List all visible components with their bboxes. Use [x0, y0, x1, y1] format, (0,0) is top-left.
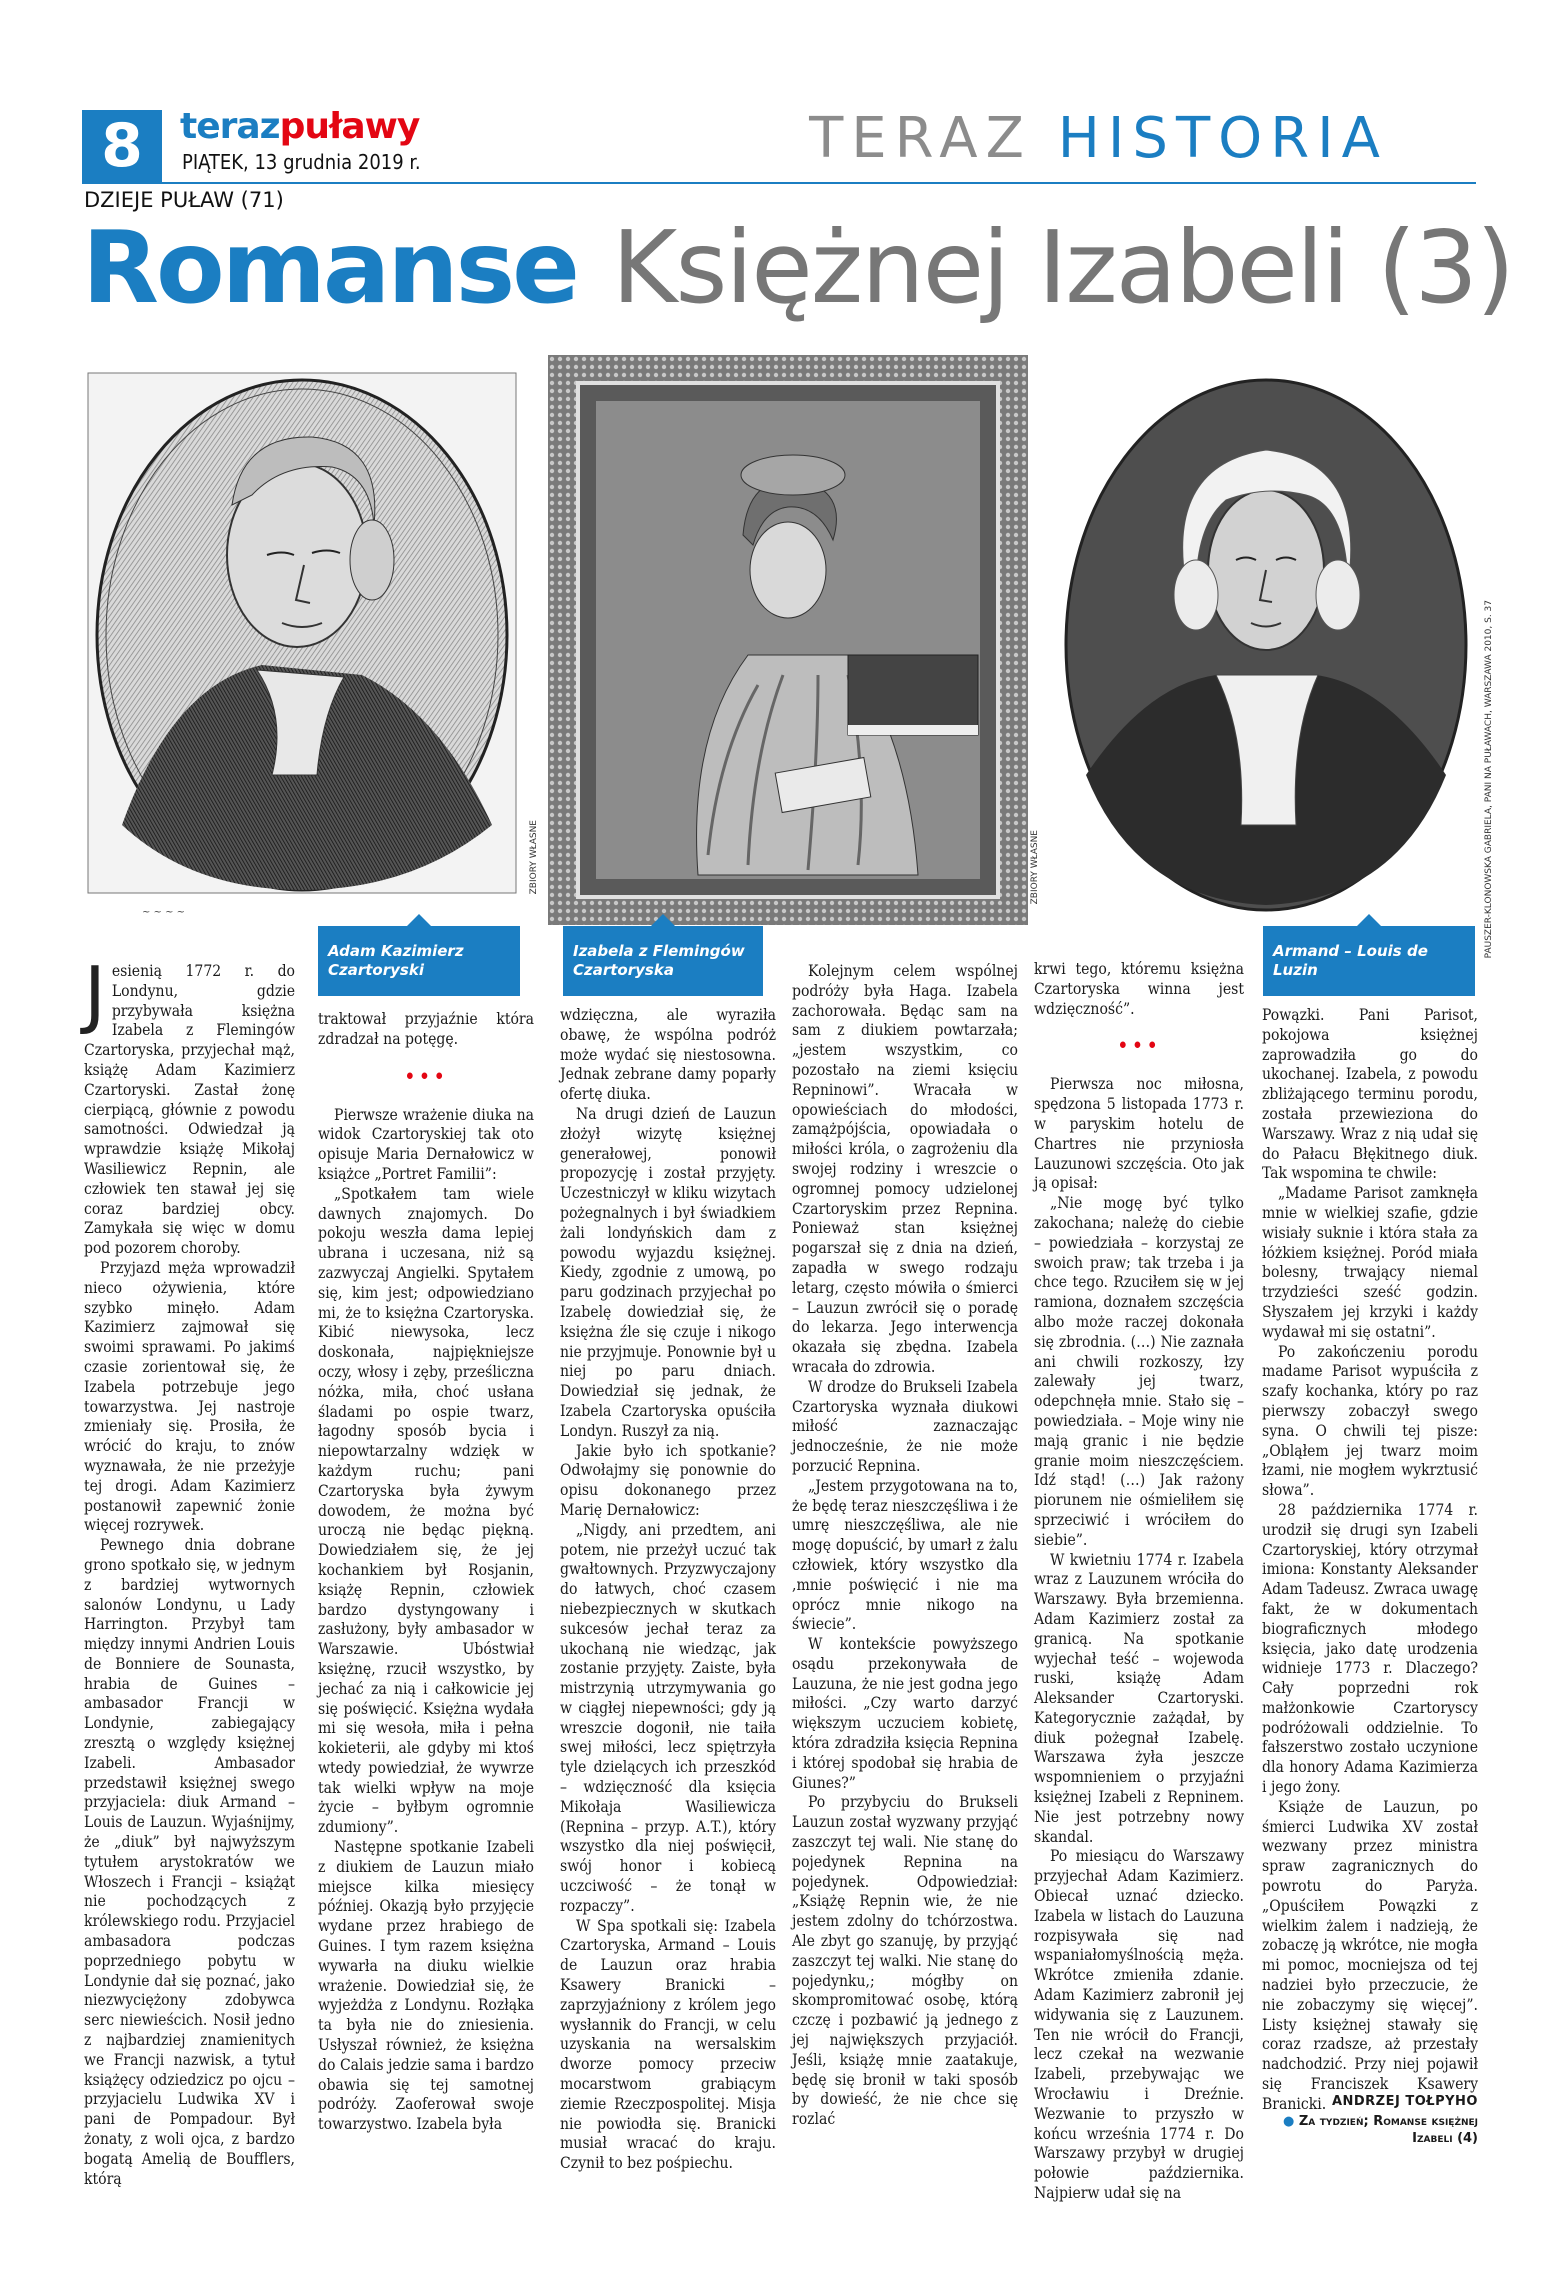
- page-number: 8: [82, 110, 162, 182]
- section-separator: •••: [403, 1064, 449, 1090]
- article-column-6: [1262, 1006, 1478, 2142]
- article-headline: [82, 209, 1513, 326]
- headline-light: Księżnej Izabeli (3): [611, 209, 1513, 326]
- article-paragraph: „Nie mogę być tylko zakochana; należę do ciebie – powiedziała – korzystaj ze swoich praw; tak trzeba i ja chce tego. Rzuciłem się w jej ramiona, doznałem szczęścia albo może raczej dokonała się zbrodnia. (…) Nie zaznała ani chwili rozkoszy, łzy zalewały jej twarz, odepchnęła mnie. Stało się – powiedziała. – Moje winy nie mają granic i nie będzie granie moim nieszczęściem. Idź stąd! (…) Jak rażony piorunem nie ośmieliłem się sprzeciwić i wróciłem do siebie”.: [1034, 1194, 1244, 1549]
- portrait-oval-image: [1056, 355, 1476, 925]
- series-kicker: DZIEJE PUŁAW (71): [84, 188, 284, 212]
- portrait-izabela[interactable]: [548, 355, 1028, 925]
- article-paragraph: 28 października 1774 r. urodził się drugi syn Izabeli Czartoryskiej, który otrzymał imiona: Konstanty Aleksander Adam Tadeusz. Zwraca uwagę fakt, że w dokumentach biograficznych młodego księcia, jako datę urodzenia widnieje 1773 r. Dlaczego? Cały poprzedni rok małżonkowie Czartoryscy podróżowali oddzielnie. To fałszerstwo zostało uczynione dla honory Adama Kazimierza i jego żony.: [1262, 1500, 1478, 1797]
- article-paragraph: „Madame Parisot zamknęła mnie w wielkiej szafie, gdzie wisiały suknie i która stała za łóżkiem księżnej. Poród miała bolesny, trwający niemal trzydzieści sześć godzin. Słyszałem jej krzyki i każdy wydawał mi się ostatni”.: [1262, 1184, 1478, 1341]
- article-paragraph: Powązki. Pani Parisot, pokojowa księżnej zaprowadziła go do ukochanej. Izabela, z powodu zbliżającego terminu porodu, została przewieziona do Warszawy. Wraz z nią udał się do Pałacu Błękitnego diuk. Tak wspomina te chwile:: [1262, 1006, 1478, 1183]
- portrait-armand-louis[interactable]: [1056, 355, 1476, 925]
- section-separator: •••: [1116, 1034, 1162, 1060]
- article-paragraph: Jakie było ich spotkanie? Odwołajmy się ponownie do opisu dokonanego przez Marię Dernałowicz:: [560, 1441, 776, 1519]
- section-title: [809, 106, 1388, 171]
- article-paragraph: Pierwsza noc miłosna, spędzona 5 listopada 1773 r. w paryskim hotelu de Chartres nie przyniosła Lauzunowi szczęścia. Oto jak ją opisał:: [1034, 1075, 1244, 1193]
- section-historia: HISTORIA: [1057, 106, 1388, 171]
- article-paragraph: „Spotkałem tam wiele dawnych znajomych. Do pokoju weszła dama lepiej ubrana i uczesana, niż są zazwyczaj Angielki. Spytałem się, kim jest; odpowiedziano mi, że to księżna Czartoryska. Kibić niewysoka, lecz doskonała, najpiękniejsze oczy, włosy i zęby, prześliczna nóżka, miła, choć usłana śladami po ospie twarz, łagodny sposób bycia i niepowtarzalny wdzięk w każdym ruchu; pani Czartoryska była żywym dowodem, że można być uroczą nie będąc piękną. Dowiedziałem się, że jej kochankiem był Rosjanin, książę Repnin, człowiek bardzo dystyngowany i zasłużony, były ambasador w Warszawie. Ubóstwiał księżnę, rzucił wszystko, by jechać za nią i całkowicie jej się poświęcić. Księżna wydała mi się wesoła, miła i pełna kokieterii, ale gdyby mi ktoś wtedy powiedział, że wywrze tak wielki wpływ na moje życie – byłbym ogromnie zdumiony”.: [318, 1184, 534, 1837]
- issue-date: PIĄTEK, 13 grudnia 2019 r.: [182, 150, 421, 174]
- article-paragraph: „Nigdy, ani przedtem, ani potem, nie przeżył uczuć tak gwałtownych. Przyzwyczajony do łatwych, choć czasem niebezpiecznych w skutkach sukcesów jechał teraz za ukochaną nie wiedząc, jak zostanie przyjęty. Zaiste, była mistrzynią utrzymywania go w ciągłej niepewności; gdy ją wreszcie dogonił, nie taiła swej miłości, lecz spiętrzyła tyle dzielących ich przeszkód – wdzięczność dla księcia Mikołaja Wasiliewicza (Repnina – przyp. A.T.), który wszystko dla niej poświęcił, swój honor i kobiecą uczciwość – że tonął w rozpaczy”.: [560, 1520, 776, 1915]
- article-paragraph: wdzięczna, ale wyraziła obawę, że wspólna podróż może wydać się niestosowna. Jednak zebrane damy poparły ofertę diuka.: [560, 1006, 776, 1104]
- portrait-adam-kazimierz[interactable]: [82, 355, 522, 925]
- engraving-portrait-image: [82, 355, 522, 925]
- article-paragraph: W kwietniu 1774 r. Izabela wraz z Lauzunem wróciła do Warszawy. Była brzemienna. Adam Kazimierz został za granicą. Na spotkanie wyjechał teść – wojewoda ruski, książę Adam Aleksander Czartoryski. Kategorycznie zażądał, by diuk pożegnał Izabelę. Warszawa żyła jeszcze wspomnieniem o przyjaźni księżnej Izabeli z Repninem. Nie jest potrzebny nowy skandal.: [1034, 1550, 1244, 1846]
- article-paragraph: W kontekście powyższego osądu przekonywała de Lauzuna, że nie jest godna jego miłości. „Czy warto darzyć większym uczuciem kobietę, która zdradziła księcia Repnina i której spodobał się hrabia de Giunes?”: [792, 1635, 1018, 1792]
- article-column-2: [318, 1010, 534, 2142]
- article-paragraph: Kolejnym celem wspólnej podróży była Haga. Izabela zachorowała. Będąc sam na sam z diukiem powtarzała; „jestem wszystkim, co pozostało na ziemi księciu Repninowi”. Wracała w opowieściach do młodości, zamążpójścia, opowiadała o miłości króla, o zagrożeniu dla swojej rodziny i wreszcie o ogromnej pomocy udzielonej Czartoryskim przez Repnina. Ponieważ stan księżnej pogarszał się z dnia na dzień, zapadła w swego rodzaju letarg, często mówiła o śmierci – Lauzun zwrócił się o poradę do lekarza. Jego interwencja okazała się zbędna. Izabela wracała do zdrowia.: [792, 962, 1018, 1376]
- article-column-1: [84, 951, 295, 2188]
- author-name: ANDRZEJ TOŁPYHO: [1331, 2094, 1478, 2109]
- painting-portrait-image: [548, 355, 1028, 925]
- photo-credit-1: ZBIORY WŁASNE: [529, 820, 539, 895]
- article-paragraph: Na drugi dzień de Lauzun złożył wizytę księżnej generałowej, ponowił propozycję i został przyjęty. Uczestniczył w kliku wizytach pożegnalnych i był świadkiem żali londyńskich dam z powodu wyjazdu księżnej. Kiedy, zgodnie z umową, po paru godzinach przyjechał po Izabelę dowiedział się, że księżna źle się czuje i nikogo nie przyjmuje. Ponownie był u niej po paru dniach. Dowiedział się jednak, że Izabela Czartoryska opuściła Londyn. Ruszył za nią.: [560, 1104, 776, 1440]
- brand-teraz: teraz: [180, 106, 280, 147]
- svg-text:~ ~ ~ ~: ~ ~ ~ ~: [142, 907, 186, 918]
- article-column-4: [792, 962, 1018, 2142]
- newspaper-logo[interactable]: [180, 106, 419, 147]
- brand-pulawy: puławy: [279, 106, 420, 147]
- article-paragraph: Po zakończeniu porodu madame Parisot wypuściła z szafy kochanka, który po raz pierwszy zobaczył swego syna. O chwili tej pisze: „Obląłem jej twarz moim łzami, nie mogłem wykrztusić słowa”.: [1262, 1342, 1478, 1500]
- caption-adam-kazimierz: Adam Kazimierz Czartoryski: [318, 926, 520, 996]
- bullet-icon: ●: [1283, 2114, 1295, 2129]
- headline-bold: Romanse: [82, 209, 577, 326]
- article-paragraph: Następne spotkanie Izabeli z diukiem de Lauzun miało miejsce kilka miesięcy później. Okazją było przyjęcie wydane przez hrabiego de Guines. I tym razem księżna wywarła na diuku wielkie wrażenie. Dowiedział się, że wyjeżdża z Londynu. Rozłąka ta była nie do zniesienia. Usłyszał również, że księżna do Calais jedzie sama i bardzo obawia się tej samotnej podróży. Zaoferował swoje towarzystwo. Izabela była: [318, 1838, 534, 2134]
- next-title: Romanse księżnej Izabeli (4): [1373, 2114, 1478, 2146]
- photo-credit-3: PAUSZER-KLONOWSKA GABRIELA, PANI NA PUŁAWACH, WARSZAWA 2010, S. 37: [1484, 600, 1494, 959]
- article-paragraph: Pewnego dnia dobrane grono spotkało się, w jednym z bardziej wytwornych salonów Londynu, u Lady Harrington. Przybył tam między innymi Andrien Louis de Bonniere de Sounasta, hrabia de Guines – ambasador Francji w Londynie, zabiegający zresztą o względy księżnej Izabeli. Ambasador przedstawił księżnej swego przyjaciela: diuk Armand – Louis de Lauzun. Wyjaśnijmy, że „diuk” był najwyższym tytułem arystokratów we Włoszech i Francji – książąt nie pochodzących z królewskiego rodu. Przyjaciel ambasadora podczas poprzedniego pobytu w Londynie dał się poznać, jako niezwyciężony zdobywca serc niewieścich. Nosił jedno z najbardziej znamienitych we Francji nazwisk, a tytuł książęcy odziedzicz po ojcu – przyjacielu Ludwika XV i pani de Pompadour. Był żonaty, z woli ojca, z bardzo bogatą Amelią de Boufflers, którą: [84, 1536, 295, 2188]
- article-paragraph: traktował przyjaźnie która zdradzał na potęgę.: [318, 1010, 534, 1048]
- photo-credit-2: ZBIORY WŁASNE: [1030, 830, 1040, 905]
- article-column-3: [560, 1006, 776, 2173]
- article-paragraph: W Spa spotkali się: Izabela Czartoryska, Armand – Louis de Lauzun oraz hrabia Ksawery Branicki – zaprzyjaźniony z królem jego wysłannik do Francji, w celu uzyskania na wersalskim dworze pomocy przeciw mocarstwom grabiącym ziemie Rzeczpospolitej. Misja nie powiodła się. Branicki musiał wracać do kraju. Czynił to bez pośpiechu.: [560, 1916, 776, 2173]
- article-paragraph: Książe de Lauzun, po śmierci Ludwika XV został wezwany przez ministra spraw zagranicznych do powrotu do Paryża. „Opuściłem Powązki z wielkim żalem i nadzieją, że zobaczę ją wkrótce, nie mogła mi pomoc, mocniejsza od tej nadziei było przeczucie, że nie zobaczymy się więcej”. Listy księżnej stawały się coraz rzadsze, aż przestały nadchodzić. Przy niej pojawił się Franciszek Ksawery Branicki.: [1262, 1797, 1478, 2113]
- article-paragraph: Przyjazd męża wprowadził nieco ożywienia, które szybko minęło. Adam Kazimierz zajmował się swoimi sprawami. Po jakimś czasie zorientował się, że Izabela potrzebuje jego towarzystwa. Jej nastroje zmieniały się. Prosiła, że wrócić do kraju, to znów wyznawała, że nie przeżyje tej drogi. Adam Kazimierz postanowił zapewnić żonie więcej rozrywek.: [84, 1258, 295, 1535]
- caption-izabela: Izabela z Flemingów Czartoryska: [563, 926, 763, 996]
- article-byline: [1262, 2094, 1478, 2147]
- next-prefix: Za tydzień;: [1298, 2114, 1369, 2129]
- caption-armand-louis: Armand – Louis de Luzin: [1263, 926, 1475, 996]
- article-column-5: [1034, 960, 1244, 2203]
- article-paragraph: „Jestem przygotowana na to, że będę teraz nieszczęśliwa i że umrę nieszczęśliwa, ale nie mogę dopuścić, by umarł z żalu człowiek, który wszystko dla ,mnie poświęcić i nie ma oprócz mnie nikogo na świecie”.: [792, 1476, 1018, 1634]
- next-episode-teaser: [1262, 2113, 1478, 2147]
- header-rule: [82, 182, 1476, 184]
- article-paragraph: W drodze do Brukseli Izabela Czartoryska wyznała diukowi miłość zaznaczając jednocześnie, że nie może porzucić Repnina.: [792, 1377, 1018, 1475]
- article-paragraph: Pierwsze wrażenie diuka na widok Czartoryskiej tak oto opisuje Maria Dernałowicz w książce „Portret Familii”:: [318, 1105, 534, 1183]
- article-paragraph: Po miesiącu do Warszawy przyjechał Adam Kazimierz. Obiecał uznać dziecko. Izabela w listach do Lauzuna rozpisywała się nad wspaniałomyślnością męża. Wkrótce zmieniła zdanie. Adam Kazimierz zabronił jej widywania się z Lauzunem. Ten nie wrócił do Francji, lecz czekał na wezwanie Izabeli, przebywając we Wrocławiu i Dreźnie. Wezwanie to przyszło w końcu września 1774 r. Do Warszawy przybył w drugiej połowie października. Najpierw udał się na: [1034, 1847, 1244, 2203]
- paragraph-text: esienią 1772 r. do Londynu, gdzie przybywała księżna Izabela z Flemingów Czartoryska, przyjechał mąż, książę Adam Kazimierz Czartoryski. Zastał żonę cierpiącą, głównie z powodu samotności. Odwiedzał ją wprawdzie książę Mikołaj Wasiliewicz Repnin, ale człowiek ten stawał jej się coraz bardziej obcy. Zamykała się więc w domu pod pozorem choroby.: [84, 962, 295, 1258]
- article-paragraph: Po przybyciu do Brukseli Lauzun został wyzwany przyjąć zaszczyt tej wali. Nie stanę do pojedynek Repnina na pojedynek. Odpowiedział: „Książę Repnin wie, że nie jestem zdolny do tchórzostwa. Ale zbyt go szanuję, by przyjąć zaszczyt tej walki. Nie stanę do pojedynku,; mógłby on skompromitować osobę, którą czczę i pozbawić ją jednego z jej największych przyjaciół. Jeśli, książę mnie zaatakuje, będę się bronił w taki sposób by dowieść, że nie chce się rozlać: [792, 1793, 1018, 2129]
- section-teraz: TERAZ: [809, 106, 1032, 171]
- article-paragraph: krwi tego, któremu księżna Czartoryska winna jest wdzięczność”.: [1034, 960, 1244, 1018]
- drop-cap: J: [84, 951, 106, 1037]
- article-paragraph: [84, 951, 295, 1259]
